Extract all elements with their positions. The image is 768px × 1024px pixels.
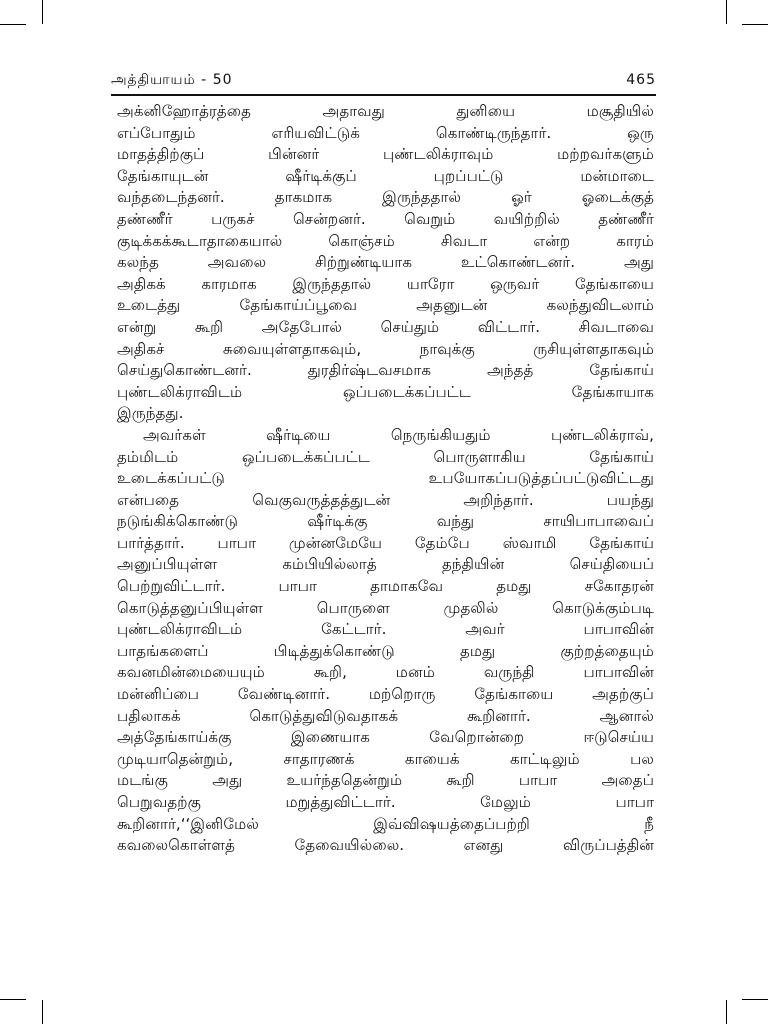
text-line: மடங்கு அது உயர்ந்ததென்றும் கூறி பாபா அதைப் [117, 771, 654, 790]
text-line: அத்தேங்காய்க்கு இணையாக வேறொன்றை ஈடுசெய்ய [117, 728, 654, 747]
text-line: என்று கூறி அதேபோல் செய்தும் விட்டார். சிவடாவை [117, 317, 654, 336]
text-line: தம்மிடம் ஒப்படைக்கப்பட்ட பொருளாகிய தேங்காய் [117, 447, 654, 466]
text-line: அனுப்பியுள்ள கம்பியில்லாத் தந்தியின் செய்தியைப் [117, 555, 654, 574]
page-number: 465 [626, 72, 656, 88]
text-line: புண்டலிக்ராவிடம் கேட்டார். அவர் பாபாவின் [117, 620, 654, 639]
page-body [117, 101, 654, 857]
text-line: தண்ணீர் பருகச் சென்றனர். வெறும் வயிற்றில் தண்ணீர் [117, 209, 654, 228]
paragraph-1 [117, 101, 654, 425]
text-line: பாதங்களைப் பிடித்துக்கொண்டு தமது குற்றத்தையும் [117, 641, 654, 660]
header-rule [111, 94, 656, 96]
text-line: முடியாதென்றும், சாதாரணக் காயைக் காட்டிலும் பல [117, 749, 654, 768]
text-line: இருந்தது. [117, 404, 184, 423]
text-line: உடைக்கப்பட்டு உபயோகப்படுத்தப்பட்டுவிட்டது [117, 469, 654, 488]
crop-mark-top-left-vertical [42, 0, 43, 24]
text-line: செய்துகொண்டனர். துரதிர்ஷ்டவசமாக அந்தத் தேங்காய் [117, 361, 654, 380]
text-line: கூறினார்,‘‘இனிமேல் இவ்விஷயத்தைப்பற்றி நீ [117, 814, 654, 833]
text-line: தேங்காயுடன் ஷீர்டிக்குப் புறப்பட்டு மன்மாடை [117, 166, 654, 185]
text-line: உடைத்து தேங்காய்ப்பூவை அதனுடன் கலந்துவிடலாம் [117, 296, 654, 315]
text-line: நடுங்கிக்கொண்டு ஷீர்டிக்கு வந்து சாயிபாபாவைப் [117, 512, 654, 531]
crop-mark-bottom-right-vertical [726, 1000, 727, 1024]
chapter-title: அத்தியாயம் - 50 [111, 72, 233, 88]
text-line: அதிகக் காரமாக இருந்ததால் யாரோ ஒருவர் தேங்காயை [117, 274, 654, 293]
text-line: மாதத்திற்குப் பின்னர் புண்டலிக்ராவும் மற்றவர்களும் [117, 145, 654, 164]
text-line: வந்தடைந்தனர். தாகமாக இருந்ததால் ஓர் ஓடைக்குத் [117, 188, 654, 207]
crop-mark-top-right-vertical [726, 0, 727, 24]
text-line: மன்னிப்பை வேண்டினார். மற்றொரு தேங்காயை அதற்குப் [117, 685, 654, 704]
text-line: கவனமின்மையையும் கூறி, மனம் வருந்தி பாபாவின் [117, 663, 654, 682]
text-line: பார்த்தார். பாபா முன்னமேயே தேம்பே ஸ்வாமி தேங்காய் [117, 533, 654, 552]
crop-mark-top-left-horizontal [0, 24, 26, 25]
text-line: பெறுவதற்கு மறுத்துவிட்டார். மேலும் பாபா [117, 793, 654, 811]
text-line: பதிலாகக் கொடுத்துவிடுவதாகக் கூறினார். ஆனால் [117, 706, 654, 725]
text-line: எப்போதும் எரியவிட்டுக் கொண்டிருந்தார். ஒரு [117, 123, 654, 142]
crop-mark-bottom-left-horizontal [0, 999, 26, 1000]
text-line: என்பதை வெகுவருத்தத்துடன் அறிந்தார். பயந்து [117, 490, 654, 509]
running-header [111, 70, 656, 92]
text-line: கவலைகொள்ளத் தேவையில்லை. எனது விருப்பத்தின் [117, 836, 654, 855]
crop-mark-bottom-right-horizontal [742, 999, 768, 1000]
text-line: அதிகச் சுவையுள்ளதாகவும், நாவுக்கு ருசியுள்ளதாகவும் [117, 339, 654, 358]
text-line: புண்டலிக்ராவிடம் ஒப்படைக்கப்பட்ட தேங்காயாக [117, 382, 654, 401]
text-line: பெற்றுவிட்டார். பாபா தாமாகவே தமது சகோதரன் [117, 577, 654, 596]
text-line: அவர்கள் ஷீர்டியை நெருங்கியதும் புண்டலிக்ராவ், [143, 425, 654, 444]
text-line: கலந்த அவலை சிற்றுண்டியாக உட்கொண்டனர். அது [117, 253, 654, 272]
crop-mark-top-right-horizontal [742, 24, 768, 25]
text-line: குடிக்கக்கூடாதாகையால் கொஞ்சம் சிவடா என்ற காரம் [117, 231, 654, 250]
crop-mark-bottom-left-vertical [42, 1000, 43, 1024]
paragraph-2 [117, 425, 654, 857]
text-line: கொடுத்தனுப்பியுள்ள பொருளை முதலில் கொடுக்கும்படி [117, 598, 654, 617]
text-line: அக்னிஹோத்ரத்தை அதாவது துனியை மசூதியில் [117, 102, 654, 120]
